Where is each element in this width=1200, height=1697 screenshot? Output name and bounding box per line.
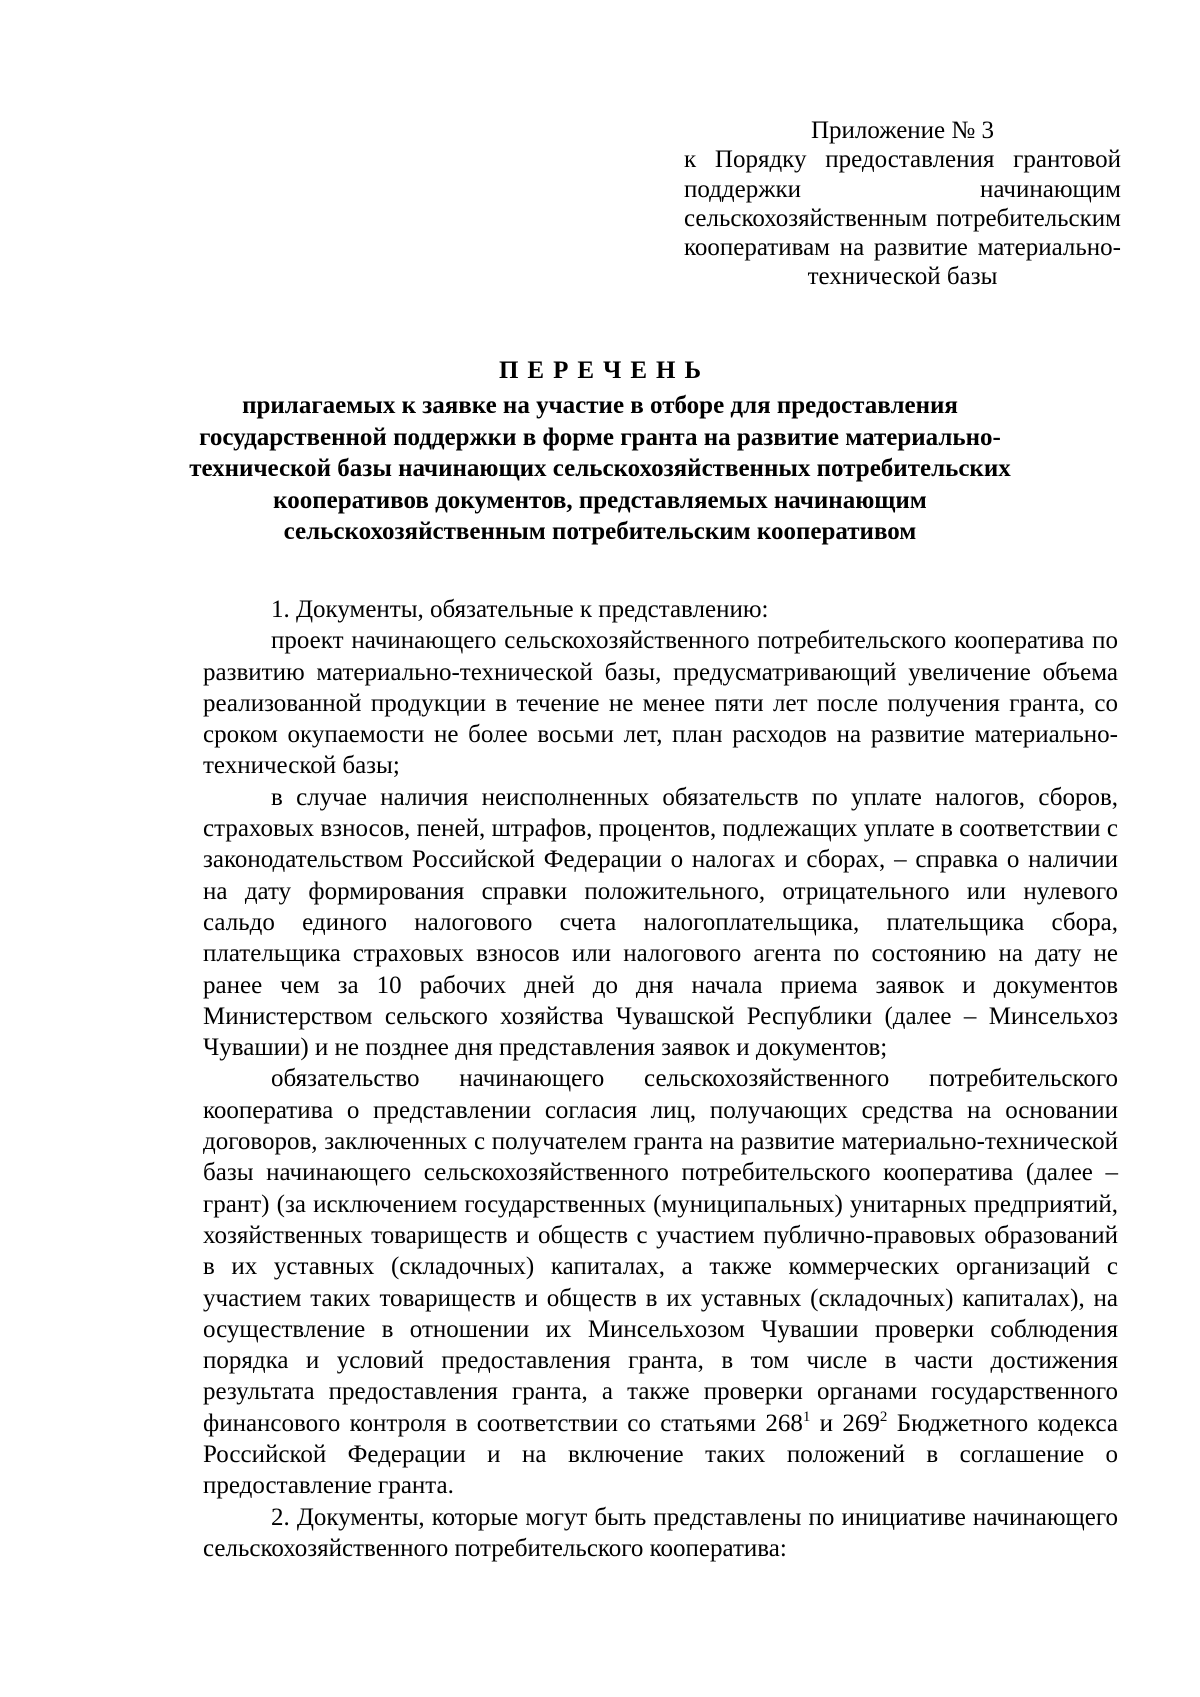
- document-title: ПЕРЕЧЕНЬ: [498, 357, 711, 384]
- section-1-heading: 1. Документы, обязательные к представлению:: [271, 596, 769, 623]
- appendix-text: к Порядку предоставления грантовой поддержки начинающим сельскохозяйственным потребительским кооперативам на развитие материально-технической базы: [684, 146, 1121, 291]
- paragraph-project: проект начинающего сельскохозяйственного потребительского кооператива по развитию материально-технической базы, предусматривающий увеличение объема реализованной продукции в течение не менее пяти лет после получения гранта, со сроком окупаемости не более восьми лет, план расходов на развитие материально-технической базы;: [203, 627, 1118, 780]
- paragraph-obligation-text-a: обязательство начинающего сельскохозяйственного потребительского кооператива о представлении согласия лиц, получающих средства на основании договоров, заключенных с получателем гранта на развитие материально-технической базы начинающего сельскохозяйственного потребительского кооператива (далее – грант) (за исключением государственных (муниципальных) унитарных предприятий, хозяйственных товариществ и обществ с участием публично-правовых образований в их уставных (складочных) капиталах, а также коммерческих организаций с участием таких товариществ и обществ в их уставных (складочных) капиталах), на осуществление в отношении их Минсельхозом Чувашии проверки соблюдения порядка и условий предоставления гранта, в том числе в части достижения результата предоставления гранта, а также проверки органами государственного финансового контроля в соответствии со статьями 268: [203, 1065, 1118, 1437]
- heading-block: [170, 356, 1030, 548]
- paragraph-tax-certificate: в случае наличия неисполненных обязательств по уплате налогов, сборов, страховых взносов, пеней, штрафов, процентов, подлежащих уплате в соответствии с законодательством Российской Федерации о налогах и сборах, – справка о наличии на дату формирования справки положительного, отрицательного или нулевого сальдо единого налогового счета налогоплательщика, плательщика сбора, плательщика страховых взносов или налогового агента по состоянию на дату не ранее чем за 10 рабочих дней до дня начала приема заявок и документов Министерством сельского хозяйства Чувашской Республики (далее – Минсельхоз Чувашии) и не позднее дня представления заявок и документов;: [203, 783, 1118, 1062]
- document-body: [203, 594, 1118, 1564]
- appendix-title: Приложение № 3: [810, 117, 995, 144]
- section-2-heading: 2. Документы, которые могут быть представлены по инициативе начинающего сельскохозяйственного потребительского кооператива:: [203, 1503, 1118, 1562]
- superscript-1: 1: [802, 1408, 811, 1425]
- paragraph-obligation-text-c: Бюджетного кодекса Российской Федерации и на включение таких положений в соглашение о предоставление гранта.: [203, 1409, 1118, 1500]
- appendix-block: [684, 116, 1121, 292]
- superscript-2: 2: [879, 1408, 888, 1425]
- paragraph-obligation-text-b: и 269: [810, 1409, 880, 1437]
- paragraph-obligation: [203, 1063, 1118, 1501]
- document-subtitle: прилагаемых к заявке на участие в отборе для предоставления государственной поддержки в форме гранта на развитие материально-технической базы начинающих сельскохозяйственных потребительских кооперативов документов, представляемых начинающим сельскохозяйственным потребительским кооперативом: [189, 392, 1011, 545]
